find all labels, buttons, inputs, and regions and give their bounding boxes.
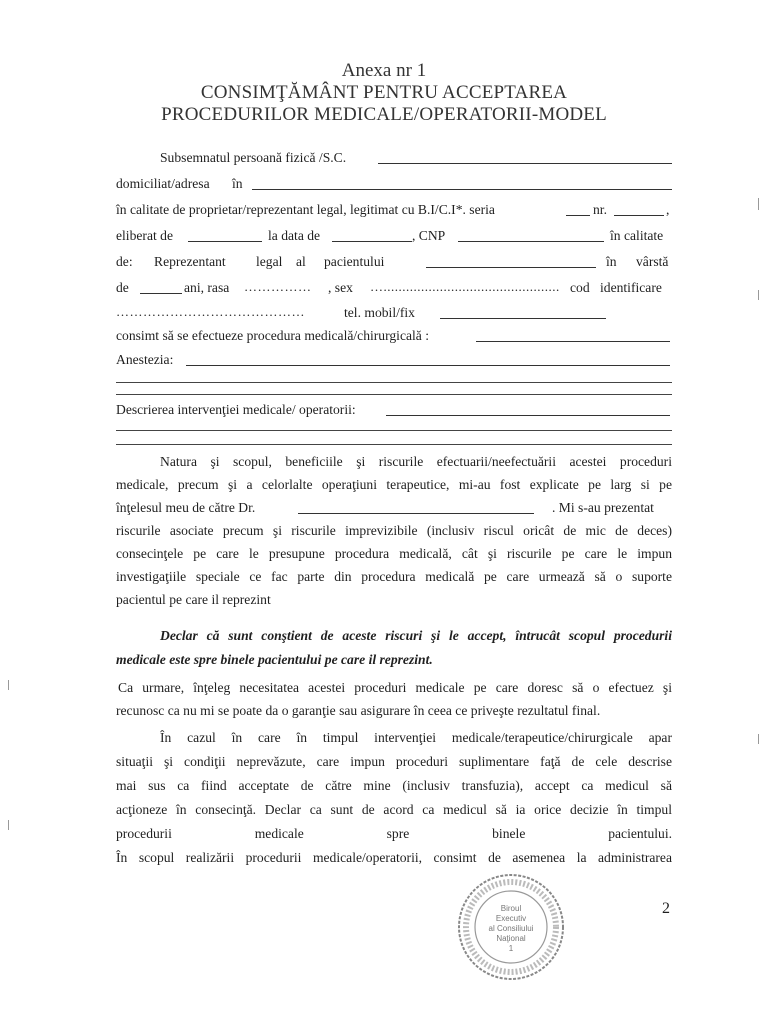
label-eliberat: eliberat de: [116, 228, 173, 243]
field-anestezia-line-2[interactable]: [116, 382, 672, 383]
label-in: în: [232, 176, 243, 191]
declaration-line1: Declar că sunt conştient de aceste riscuri şi le accept, întrucât scopul procedurii: [160, 628, 672, 643]
label-anestezia: Anestezia:: [116, 352, 174, 367]
field-nr[interactable]: [614, 215, 664, 216]
label-al: al: [296, 254, 306, 269]
label-pacientului: pacientului: [324, 254, 385, 269]
para1-line1: Natura şi scopul, beneficiile şi riscurile efectuarii/neefectuării acestei proceduri: [160, 454, 672, 469]
para1-line5: consecinţele pe care le presupune procedura medicală, cât şi riscurile pe care le impun: [116, 546, 672, 561]
scan-mark: [8, 820, 9, 830]
field-tel[interactable]: [440, 318, 606, 319]
label-calitate-proprietar: în calitate de proprietar/reprezentant legal, legitimat cu B.I/C.I*. seria: [116, 202, 495, 217]
page-number: 2: [662, 900, 670, 917]
label-in-calitate: în calitate: [610, 228, 664, 243]
field-address[interactable]: [252, 189, 672, 190]
field-descriere[interactable]: [386, 415, 670, 416]
scan-mark: [758, 198, 759, 210]
para1-line4: riscurile asociate precum şi riscurile imprevizibile (inclusiv riscul oricât de mic de deces): [116, 523, 672, 538]
scan-mark: [758, 734, 759, 744]
label-de: de:: [116, 254, 133, 269]
para1-line7: pacientul pe care il reprezint: [116, 592, 271, 607]
stamp-text-5: 1: [508, 944, 514, 953]
label-sex: , sex: [328, 280, 353, 295]
stamp-text-4: Naţional: [496, 934, 526, 943]
field-data[interactable]: [332, 241, 412, 242]
para1-line2: medicale, precum şi a celorlalte operaţiuni terapeutice, mi-au fost explicate pe larg si pe: [116, 477, 672, 492]
label-identificare: identificare: [600, 280, 662, 295]
label-ani-rasa: ani, rasa: [184, 280, 230, 295]
field-anestezia[interactable]: [186, 365, 670, 366]
declaration-line2: medicale este spre binele pacientului pe care il reprezint.: [116, 652, 433, 667]
title-line-1: CONSIMŢĂMÂNT PENTRU ACCEPTAREA: [200, 82, 568, 103]
label-cod: cod: [570, 280, 590, 295]
para2-line2: recunosc ca nu mi se poate da o garanţie sau asigurare în ceea ce priveşte rezultatul final.: [116, 703, 601, 718]
annex-number: Anexa nr 1: [341, 60, 427, 81]
stamp-text-2: Executiv: [495, 914, 527, 923]
label-in-2: în: [606, 254, 617, 269]
field-anestezia-line-3[interactable]: [116, 394, 672, 395]
para3-line2: situaţii şi condiţii neprevăzute, care impun proceduri suplimentare faţă de cele descrise: [116, 754, 672, 769]
label-legal: legal: [256, 254, 283, 269]
para3-line4: acţioneze în consecinţă. Declar ca sunt de acord ca medicul să ia orice decizie în timpul: [116, 802, 672, 817]
label-consimt: consimt să se efectueze procedura medicală/chirurgicală :: [116, 328, 430, 343]
stamp-text-3: al Consiliului: [488, 924, 534, 933]
label-tel: tel. mobil/fix: [344, 305, 415, 320]
field-descriere-line-3[interactable]: [116, 444, 672, 445]
field-name[interactable]: [378, 163, 672, 164]
field-cnp[interactable]: [458, 241, 604, 242]
para1-line3b: . Mi s-au prezentat: [552, 500, 654, 515]
para1-line6: investigaţiile speciale ce fac parte din procedura medicală pe care urmează să o suporte: [116, 569, 672, 584]
para2-line1: Ca urmare, înţeleg necesitatea acestei proceduri medicale pe care doresc să o efectuez şi: [118, 680, 672, 695]
para4-line1: În scopul realizării procedurii medicale/operatorii, consimt de asemenea la administrarea: [116, 850, 672, 865]
label-subsemnatul: Subsemnatul persoană fizică /S.C.: [160, 150, 347, 165]
label-data: la data de: [268, 228, 321, 243]
field-seria[interactable]: [566, 215, 590, 216]
label-cnp: , CNP: [412, 228, 446, 243]
field-doctor[interactable]: [298, 513, 534, 514]
field-pacient[interactable]: [426, 267, 596, 268]
para3-line5: procedurii medicale spre binele pacientului.: [116, 826, 672, 841]
label-descriere: Descrierea intervenţiei medicale/ operatorii:: [116, 402, 356, 417]
field-descriere-line-2[interactable]: [116, 430, 672, 431]
field-ani[interactable]: [140, 293, 182, 294]
para3-line1: În cazul în care în timpul intervenţiei medicale/terapeutice/chirurgicale apar: [160, 730, 672, 745]
scan-mark: [8, 680, 9, 690]
title-line-2: PROCEDURILOR MEDICALE/OPERATORII-MODEL: [161, 104, 607, 125]
field-procedura[interactable]: [476, 341, 670, 342]
label-de-2: de: [116, 280, 129, 295]
label-nr: nr.: [593, 202, 607, 217]
field-eliberat[interactable]: [188, 241, 262, 242]
label-varsta: vârstă: [636, 254, 669, 269]
label-domiciliat: domiciliat/adresa: [116, 176, 210, 191]
scan-mark: [758, 290, 759, 300]
document-page: Anexa nr 1 CONSIMŢĂMÂNT PENTRU ACCEPTAREA PROCEDURILOR MEDICALE/OPERATORII-MODEL Subsemnatul persoană fizică /S.C. domiciliat/adresa în în calitate de proprietar/reprezentant legal, legitimat cu B.I/C.I*. seria nr. , eliberat de la data de , CNP în calitate de: Reprezentant legal al pacientului în vârstă de ani, rasa …………… , sex …............................................... cod identificare …………………………………… tel. mobil/fix consimt să se efectueze procedura medicală/chirurgicală : Anestezia: Descrierea intervenţiei medicale/ operatorii: Natura şi scopul, beneficiile şi riscurile efectuarii/neefectuării acestei proceduri medicale, precum şi a celorlalte operaţiuni terapeutice, mi-au fost explicate pe larg si pe înţelesul meu de către Dr. . Mi s-au prezentat riscurile asociate precum şi riscurile imprevizibile (inclusiv riscul oricât de mic de deces) consecinţele pe care le presupune procedura medicală, cât şi riscurile pe care le impun investigaţiile speciale ce fac parte din procedura medicală pe care urmează să o suporte pacientul pe care il reprezint Declar că sunt conştient de aceste riscuri şi le accept, întrucât scopul procedurii medicale este spre binele pacientului pe care il reprezint. Ca urmare, înţeleg necesitatea acestei proceduri medicale pe care doresc să o efectuez şi recunosc ca nu mi se poate da o garanţie sau asigurare în ceea ce priveşte rezultatul final. În cazul în care în timpul intervenţiei medicale/terapeutice/chirurgicale apar situaţii şi condiţii neprevăzute, care impun proceduri suplimentare faţă de cele descrise mai sus ca fiind acceptate de către mine (inclusiv transfuzia), accept ca medicul să acţioneze în consecinţă. Declar ca sunt de acord ca medicul să ia orice decizie în timpul procedurii medicale spre binele pacientului. În scopul realizării procedurii medicale/operatorii, consimt de asemenea la administrarea 2 Biroul Executiv al Consiliului Naţional 1: [0, 0, 768, 1024]
label-reprezentant: Reprezentant: [154, 254, 226, 269]
stamp-text-1: Biroul: [500, 904, 522, 913]
para3-line3: mai sus ca fiind acceptate de către mine (inclusiv transfuzia), accept ca medicul să: [116, 778, 672, 793]
para1-line3a: înţelesul meu de către Dr.: [116, 500, 256, 515]
